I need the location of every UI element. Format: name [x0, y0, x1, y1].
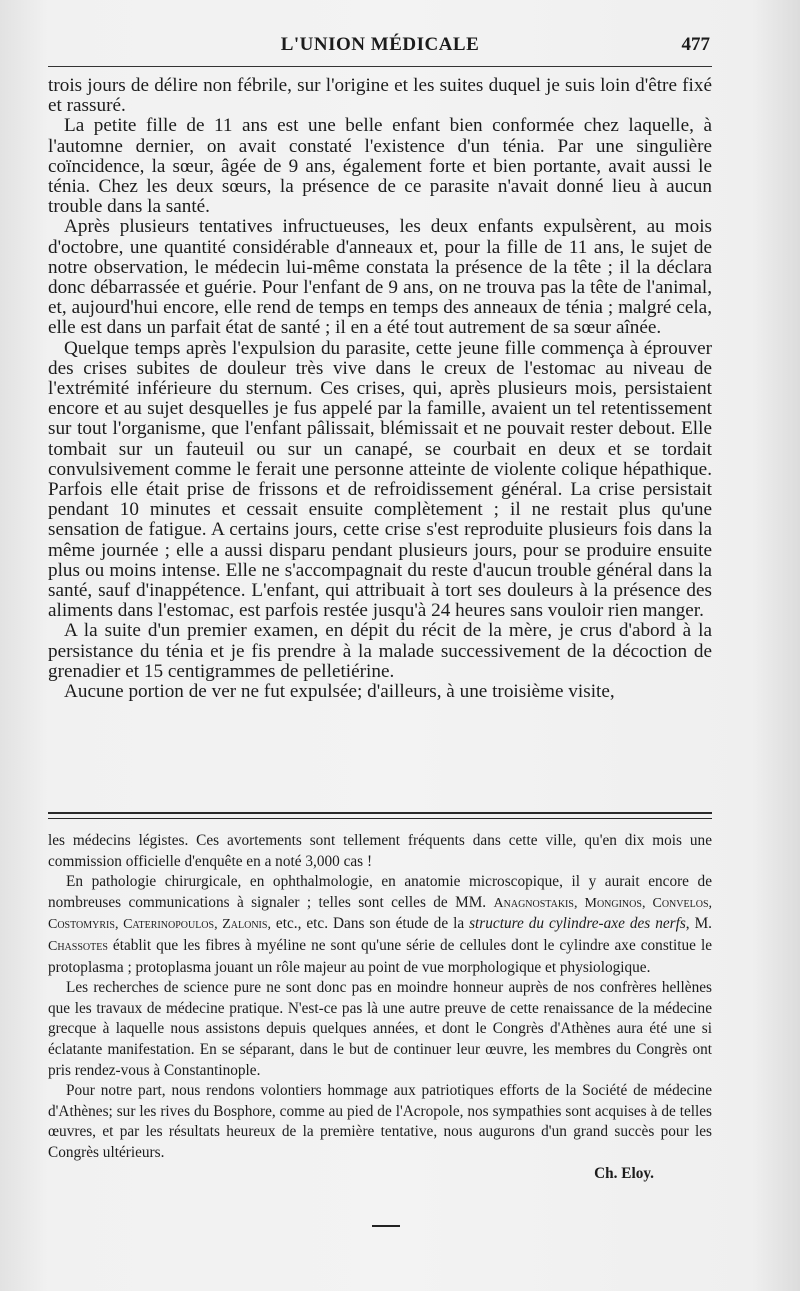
signature: Ch. Eloy.: [594, 1164, 654, 1182]
body-paragraph-6: Aucune portion de ver ne fut expulsée; d'ailleurs, à une troisième visite,: [64, 681, 615, 703]
note-paragraph-1: les médecins légistes. Ces avortements sont tellement fréquents dans cette ville, qu'en dix mois une commission officielle d'enquête en a noté 3,000 cas !: [48, 832, 712, 870]
header-rule: [48, 66, 712, 67]
notes-column: [48, 831, 712, 1184]
note-2-author: Chassotes: [48, 938, 108, 954]
body-paragraph-1: trois jours de délire non fébrile, sur l'origine et les suites duquel je suis loin d'être fixé et rassuré.: [48, 75, 712, 117]
body-paragraph-2: La petite fille de 11 ans est une belle enfant bien conformée chez laquelle, à l'automne dernier, on avait constaté l'existence d'un ténia. Par une singulière coïncidence, la sœur, âgée de 9 ans, également forte et bien portante, avait aussi le ténia. Chez les deux sœurs, la présence de ce parasite n'avait donné lieu à aucun trouble dans la santé.: [48, 115, 712, 218]
section-separator: [48, 812, 712, 819]
note-2-work-title: structure du cylindre-axe des nerfs: [469, 915, 686, 933]
note-2-text-c: , M.: [685, 915, 713, 933]
note-2-names: Anagnostakis, Monginos, Convelos, Costomyris, Caterinopoulos, Zalonis,: [48, 895, 712, 933]
body-paragraph-4: Quelque temps après l'expulsion du parasite, cette jeune fille commença à éprouver des crises subites de douleur très vive dans le creux de l'estomac au niveau de l'extrémité inférieure du sternum. Ces crises, qui, après plusieurs mois, persistaient encore et au sujet desquelles je fus appelé par la famille, avaient un tel retentissement sur tout l'organisme, que l'enfant pâlissait, blémissait et ne pouvait rester debout. Elle tombait sur un fauteuil ou sur un canapé, se courbait en deux et se tordait convulsivement comme le ferait une personne atteinte de violente colique hépathique. Parfois elle était prise de frissons et de refroidissement général. La crise persistait pendant 10 minutes et cessait ensuite complètement ; il ne restait plus qu'une sensation de fatigue. A certains jours, cette crise s'est reproduite plusieurs fois dans la même journée ; elle a aussi disparu pendant plusieurs jours, pour se produire ensuite plus ou moins intense. Elle ne s'accompagnait du reste d'aucun trouble général dans la santé, sauf d'inappétence. L'enfant, qui attribuait à tort ses douleurs à la présence des aliments dans l'estomac, est parfois restée jusqu'à 24 heures sans vouloir rien manger.: [48, 337, 712, 622]
running-title: L'UNION MÉDICALE: [280, 34, 480, 55]
note-2-text-d: établit que les fibres à myéline ne sont qu'une série de cellules dont le cylindre axe constitue le protoplasma ; protoplasma jouant un rôle majeur au point de vue morphologique et physiologique.: [48, 936, 712, 976]
note-paragraph-2: [48, 872, 712, 978]
note-2-text-b: etc., etc. Dans son étude de la: [275, 915, 465, 933]
end-dash: [372, 1225, 400, 1227]
note-2-text-a: En pathologie chirurgicale, en ophthalmologie, en anatomie microscopique, il y aurait encore de nombreuses communications à signaler ; telles sont celles de MM.: [48, 873, 712, 911]
note-paragraph-4: Pour notre part, nous rendons volontiers hommage aux patriotiques efforts de la Société de médecine d'Athènes; sur les rives du Bosphore, comme au pied de l'Acropole, nos sympathies sont acquises à de telles œuvres, et par les résultats heureux de la première tentative, nous augurons d'un grand succès pour les Congrès ultérieurs.: [48, 1082, 712, 1161]
main-text-column: [48, 76, 712, 702]
body-paragraph-3: Après plusieurs tentatives infructueuses, les deux enfants expulsèrent, au mois d'octobre, une quantité considérable d'anneaux et, pour la fille de 11 ans, le sujet de notre observation, le médecin lui-même constata la présence de la tête ; il la déclara donc débarrassée et guérie. Pour l'enfant de 9 ans, on ne trouva pas la tête de l'animal, et, aujourd'hui encore, elle rend de temps en temps des anneaux de ténia ; malgré cela, elle est dans un parfait état de santé ; il en a été tout autrement de sa sœur aînée.: [48, 216, 712, 339]
page-header: [50, 30, 710, 62]
note-paragraph-3: Les recherches de science pure ne sont donc pas en moindre honneur auprès de nos confrères hellènes que les travaux de médecine pratique. N'est-ce pas là une autre preuve de cette renaissance de la médecine grecque à laquelle nous assistons depuis quelques années, et dont le Congrès d'Athènes aura été une si éclatante manifestation. En se séparant, dans le but de continuer leur œuvre, les membres du Congrès ont pris rendez-vous à Constantinople.: [48, 979, 712, 1079]
body-paragraph-5: A la suite d'un premier examen, en dépit du récit de la mère, je crus d'abord à la persistance du ténia et je fis prendre à la malade successivement de la décoction de grenadier et 15 centigrammes de pelletiérine.: [48, 620, 712, 682]
page-number: 477: [681, 34, 710, 55]
